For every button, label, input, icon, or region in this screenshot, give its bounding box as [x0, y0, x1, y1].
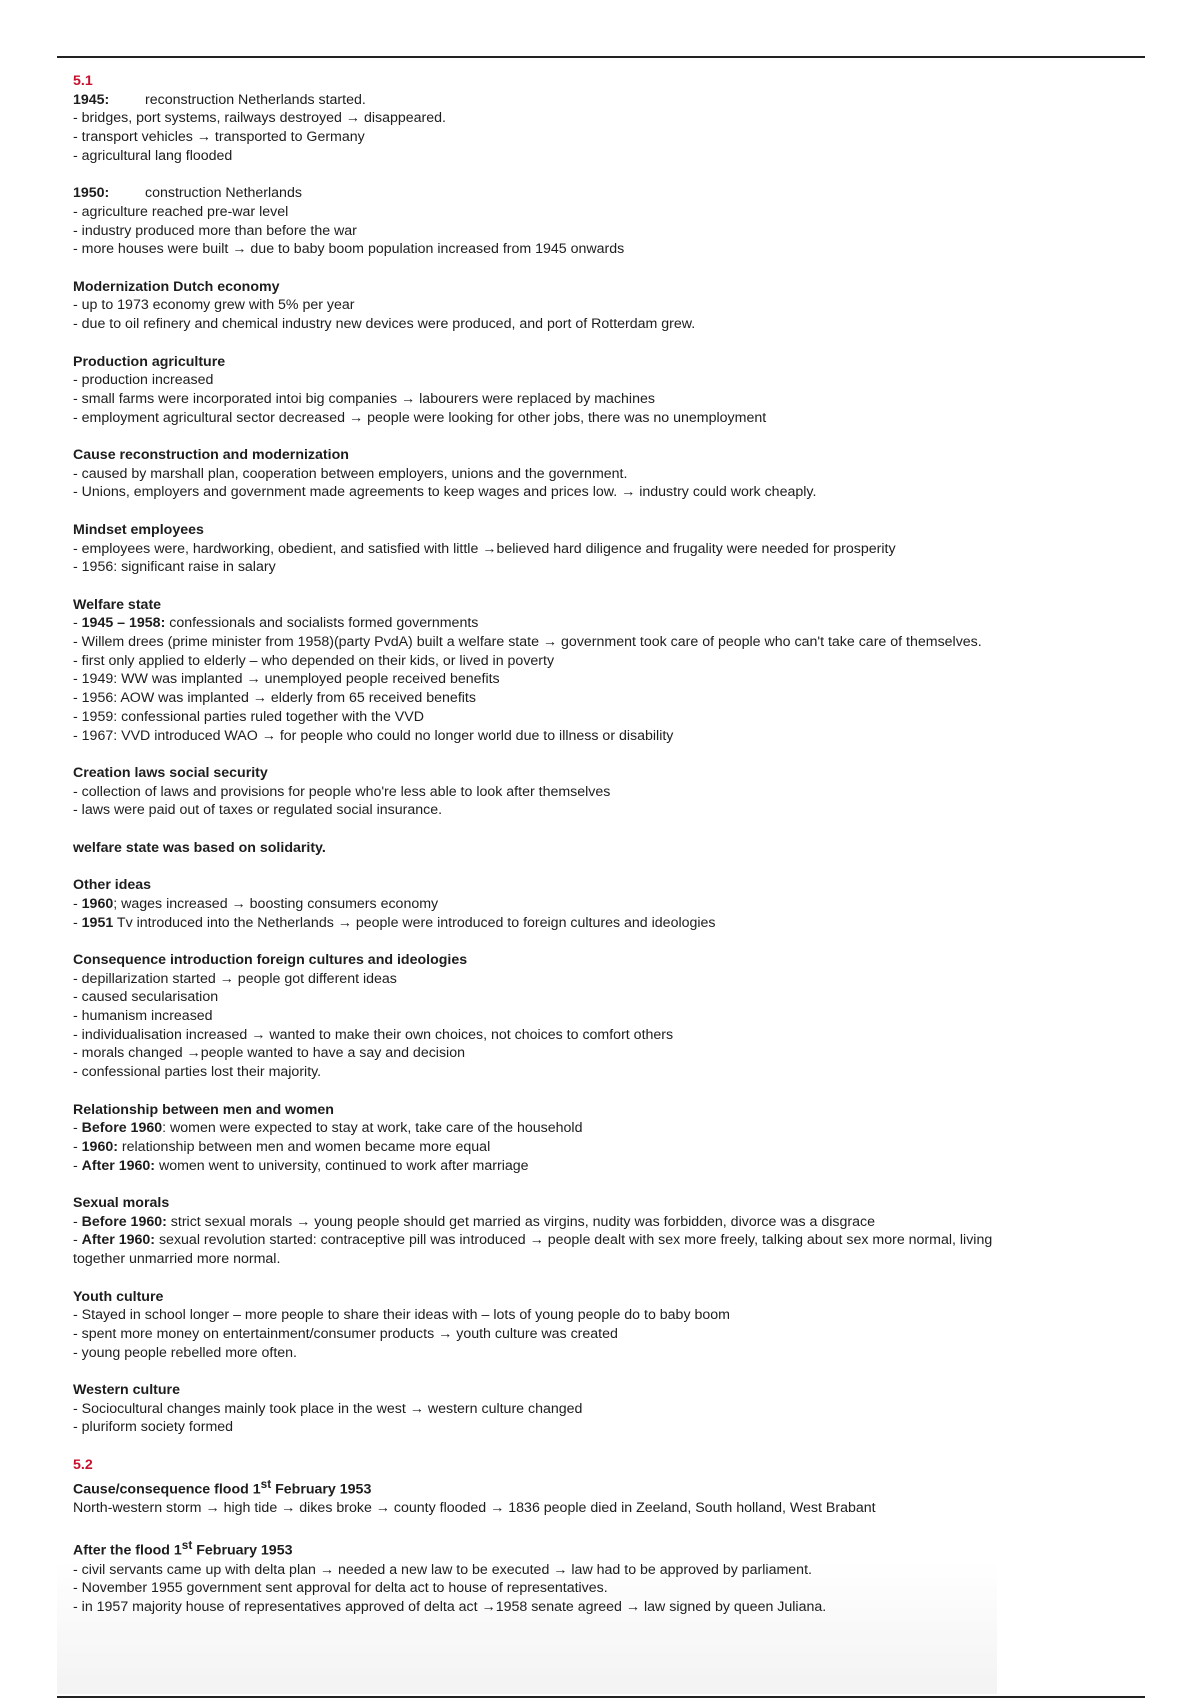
bold-label: After 1960: — [81, 1232, 156, 1249]
bottom-rule — [57, 1696, 1145, 1698]
section-other-ideas — [73, 876, 1133, 932]
top-rule — [57, 56, 1145, 58]
list-item: North-western storm → high tide → dikes broke → county flooded → 1836 people died in Zeeland, South holland, West Brabant — [73, 1499, 876, 1516]
document-body — [73, 72, 1133, 1617]
list-item: - more houses were built → due to baby boom population increased from 1945 onwards — [73, 241, 625, 258]
heading-text: Cause/consequence flood 1 — [73, 1481, 261, 1498]
list-item: - bridges, port systems, railways destroyed → disappeared. — [73, 110, 446, 127]
year-label: 1950: — [73, 185, 110, 202]
section-heading — [73, 1536, 1133, 1560]
section-heading: Production agriculture — [73, 353, 226, 370]
heading-text: February 1953 — [192, 1543, 293, 1560]
section-heading: Consequence introduction foreign cultures and ideologies — [73, 951, 468, 968]
section-1950 — [73, 184, 1133, 259]
list-item: - Unions, employers and government made agreements to keep wages and prices low. → industry could work cheaply. — [73, 484, 817, 501]
section-production — [73, 353, 1133, 428]
list-item: - 1960: relationship between men and women became more equal — [73, 1138, 491, 1155]
section-after-flood — [73, 1536, 1133, 1617]
list-item: - pluriform society formed — [73, 1419, 234, 1436]
section-sexual-morals — [73, 1194, 1133, 1269]
list-item: - transport vehicles → transported to Germany — [73, 129, 365, 146]
list-item: - employment agricultural sector decreased → people were looking for other jobs, there was no unemployment — [73, 409, 767, 426]
list-item: - caused secularisation — [73, 989, 219, 1006]
list-item: - After 1960: sexual revolution started: contraceptive pill was introduced → people dealt with sex more freely, talking about sex more normal, living — [73, 1232, 993, 1249]
section-heading — [73, 1475, 1133, 1499]
item-text: strict sexual morals → young people should get married as virgins, nudity was forbidden, divorce was a disgrace — [166, 1213, 875, 1230]
list-item: - Stayed in school longer – more people to share their ideas with – lots of young people do to baby boom — [73, 1307, 730, 1324]
chapter-number: 5.1 — [73, 73, 93, 89]
list-item: - morals changed →people wanted to have a say and decision — [73, 1045, 465, 1062]
year-label: 1945: — [73, 91, 110, 108]
list-item: - individualisation increased → wanted to make their own choices, not choices to comfort others — [73, 1026, 674, 1043]
list-item: - employees were, hardworking, obedient, and satisfied with little →believed hard diligence and frugality were needed for prosperity — [73, 540, 896, 557]
section-heading: Western culture — [73, 1382, 180, 1398]
list-item: - Sociocultural changes mainly took place in the west → western culture changed — [73, 1400, 583, 1417]
item-text: confessionals and socialists formed governments — [165, 615, 479, 632]
section-heading: Modernization Dutch economy — [73, 278, 280, 295]
bold-label: 1960: — [81, 1138, 118, 1155]
list-item: - 1967: VVD introduced WAO → for people who could no longer world due to illness or disability — [73, 727, 674, 744]
bold-label: 1960 — [81, 895, 114, 912]
section-welfare — [73, 596, 1133, 746]
section-consequence — [73, 951, 1133, 1082]
section-heading: Relationship between men and women — [73, 1101, 334, 1118]
list-item: - spent more money on entertainment/consumer products → youth culture was created — [73, 1325, 618, 1342]
list-item: - 1945 – 1958: confessionals and socialists formed governments — [73, 615, 479, 632]
list-item: - 1949: WW was implanted → unemployed people received benefits — [73, 671, 500, 688]
list-item: - After 1960: women went to university, continued to work after marriage — [73, 1157, 529, 1174]
year-text: reconstruction Netherlands started. — [145, 91, 366, 108]
heading-text: After the flood 1 — [73, 1543, 182, 1560]
ordinal-suffix: st — [181, 1538, 193, 1553]
section-western-culture — [73, 1381, 1133, 1437]
section-relationship — [73, 1101, 1133, 1176]
section-mindset — [73, 521, 1133, 577]
item-text: ; wages increased → boosting consumers economy — [113, 895, 439, 912]
section-flood-cause — [73, 1456, 1133, 1518]
section-heading: Creation laws social security — [73, 764, 268, 781]
bold-label: 1945 – 1958: — [81, 615, 166, 632]
item-text: sexual revolution started: contraceptive pill was introduced → people dealt with sex more freely, talking about sex more normal, living — [155, 1232, 993, 1249]
list-item: - humanism increased — [73, 1008, 213, 1024]
item-text: Tv introduced into the Netherlands → people were introduced to foreign cultures and ideologies — [113, 914, 716, 931]
list-item: - Before 1960: strict sexual morals → young people should get married as virgins, nudity was forbidden, divorce was a disgrace — [73, 1213, 875, 1230]
list-item: - agricultural lang flooded — [73, 147, 233, 164]
year-heading — [73, 184, 1133, 203]
list-item: - 1960; wages increased → boosting consumers economy — [73, 895, 439, 912]
list-item: - due to oil refinery and chemical industry new devices were produced, and port of Rotterdam grew. — [73, 316, 696, 333]
bold-label: Before 1960: — [81, 1213, 167, 1230]
list-item: - civil servants came up with delta plan → needed a new law to be executed → law had to be approved by parliament. — [73, 1561, 812, 1578]
section-heading: Sexual morals — [73, 1195, 170, 1211]
section-1945 — [73, 72, 1133, 166]
bold-label: 1951 — [81, 914, 114, 931]
list-item: - collection of laws and provisions for people who're less able to look after themselves — [73, 783, 611, 800]
list-item: - production increased — [73, 372, 214, 389]
year-heading — [73, 91, 1133, 110]
solidarity-statement: welfare state was based on solidarity. — [73, 839, 326, 856]
section-heading: Welfare state — [73, 596, 162, 613]
ordinal-suffix: st — [260, 1476, 272, 1491]
list-item: - Before 1960: women were expected to stay at work, take care of the household — [73, 1120, 583, 1137]
bold-label: After 1960: — [81, 1157, 156, 1174]
list-item: - confessional parties lost their majority. — [73, 1064, 322, 1081]
section-solidarity — [73, 839, 1133, 858]
section-youth-culture — [73, 1288, 1133, 1363]
list-item: - first only applied to elderly – who depended on their kids, or lived in poverty — [73, 652, 555, 669]
list-item: - Willem drees (prime minister from 1958)(party PvdA) built a welfare state → government took care of people who can't take care of themselves. — [73, 634, 982, 650]
item-text: relationship between men and women became more equal — [117, 1138, 491, 1155]
list-item: - 1959: confessional parties ruled together with the VVD — [73, 708, 424, 725]
section-creation-laws — [73, 764, 1133, 820]
item-text: : women were expected to stay at work, take care of the household — [162, 1120, 583, 1137]
list-item: - 1951 Tv introduced into the Netherlands → people were introduced to foreign cultures and ideologies — [73, 914, 716, 931]
item-text: women went to university, continued to work after marriage — [155, 1157, 529, 1174]
heading-text: February 1953 — [271, 1481, 372, 1498]
list-item: - laws were paid out of taxes or regulated social insurance. — [73, 802, 443, 819]
section-heading: Cause reconstruction and modernization — [73, 447, 349, 463]
section-heading: Other ideas — [73, 877, 152, 894]
chapter-number: 5.2 — [73, 1456, 93, 1473]
list-item: - agriculture reached pre-war level — [73, 203, 289, 220]
section-modernization — [73, 278, 1133, 334]
section-cause — [73, 446, 1133, 502]
section-heading: Mindset employees — [73, 521, 204, 538]
section-heading: Youth culture — [73, 1288, 164, 1305]
year-text: construction Netherlands — [145, 185, 302, 202]
list-item: - industry produced more than before the war — [73, 222, 357, 239]
list-item: - depillarization started → people got different ideas — [73, 970, 397, 987]
list-item: - 1956: significant raise in salary — [73, 559, 276, 576]
list-item: - young people rebelled more often. — [73, 1344, 297, 1361]
list-item-continuation: together unmarried more normal. — [73, 1251, 281, 1268]
list-item: - in 1957 majority house of representatives approved of delta act →1958 senate agreed → law signed by queen Juliana. — [73, 1599, 827, 1616]
bold-label: Before 1960 — [81, 1120, 163, 1137]
list-item: - caused by marshall plan, cooperation between employers, unions and the government. — [73, 465, 628, 482]
list-item: - small farms were incorporated intoi big companies → labourers were replaced by machines — [73, 390, 655, 407]
list-item: - up to 1973 economy grew with 5% per year — [73, 297, 355, 314]
list-item: - November 1955 government sent approval for delta act to house of representatives. — [73, 1580, 608, 1597]
list-item: - 1956: AOW was implanted → elderly from 65 received benefits — [73, 690, 476, 707]
